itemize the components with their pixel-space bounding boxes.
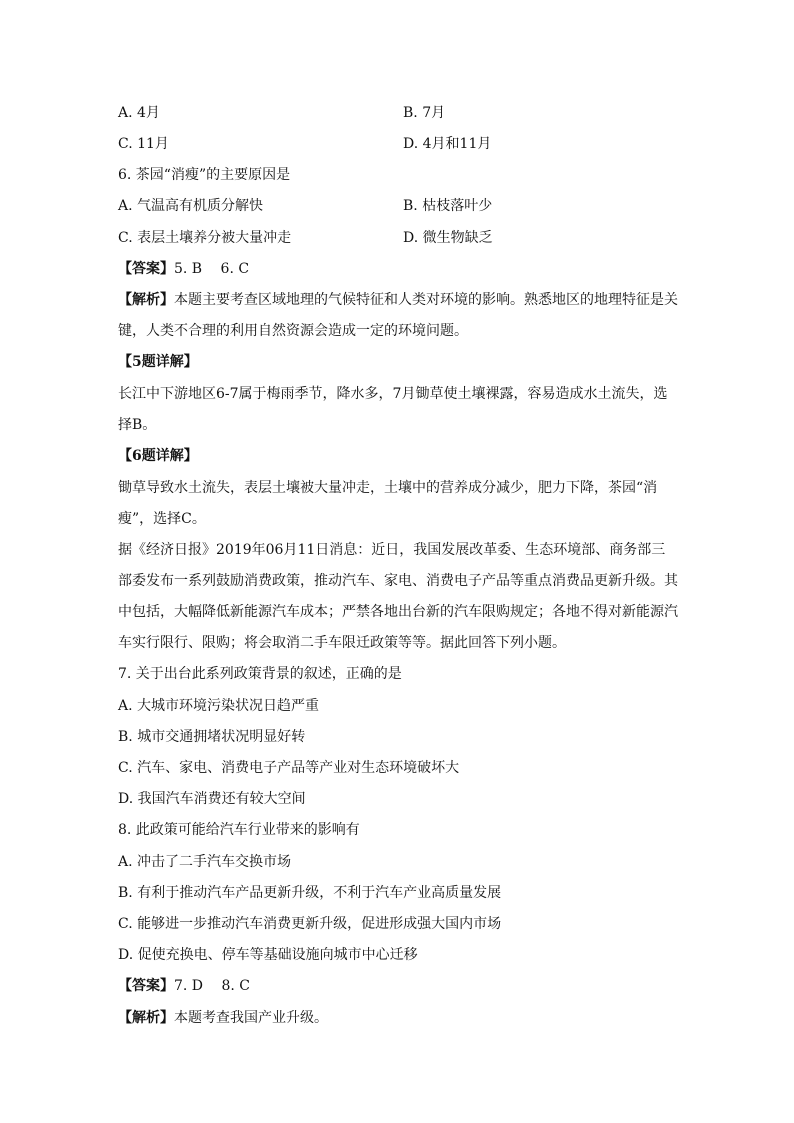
q5-option-a: A. 4月 xyxy=(118,105,160,121)
detail-6-heading: 【6题详解】 xyxy=(118,448,198,464)
detail-5-heading: 【5题详解】 xyxy=(118,354,198,370)
answer-text: 7. D 8. C xyxy=(174,978,251,994)
q6-option-b: B. 枯枝落叶少 xyxy=(403,198,493,214)
analysis-block-1 xyxy=(118,285,678,347)
q5-options-row-1 xyxy=(118,103,678,123)
q6-stem: 6. 茶园“消瘦”的主要原因是 xyxy=(118,167,291,183)
analysis-block-2 xyxy=(118,1008,678,1028)
detail-5-text: 长江中下游地区6-7属于梅雨季节，降水多，7月锄草使土壤裸露，容易造成水土流失，选择B。 xyxy=(118,386,668,433)
analysis-text: 本题考查我国产业升级。 xyxy=(174,1010,328,1026)
q6-option-a: A. 气温高有机质分解快 xyxy=(118,198,264,214)
detail-6-text: 锄草导致水土流失，表层土壤被大量冲走，土壤中的营养成分减少，肥力下降，茶园“消瘦”，选择C。 xyxy=(118,480,658,527)
q8-option-c: C. 能够进一步推动汽车消费更新升级，促进形成强大国内市场 xyxy=(118,916,502,932)
q6-option-d: D. 微生物缺乏 xyxy=(403,230,493,246)
answer-block-1 xyxy=(118,259,678,279)
reading-passage: 据《经济日报》2019年06月11日消息：近日，我国发展改革委、生态环境部、商务部三部委发布一系列鼓励消费政策，推动汽车、家电、消费电子产品等重点消费品更新升级。其中包括，大幅降低新能源汽车成本；严禁各地出台新的汽车限购规定；各地不得对新能源汽车实行限行、限购；将会取消二手车限迁政策等等。据此回答下列小题。 xyxy=(118,542,678,651)
analysis-label: 【解析】 xyxy=(118,1010,174,1026)
q6-options-row-2 xyxy=(118,228,678,248)
q7-option-d: D. 我国汽车消费还有较大空间 xyxy=(118,791,306,807)
q6-options-row-1 xyxy=(118,196,678,216)
q5-option-c: C. 11月 xyxy=(118,136,169,152)
q5-option-d: D. 4月和11月 xyxy=(403,136,492,152)
analysis-text: 本题主要考查区域地理的气候特征和人类对环境的影响。熟悉地区的地理特征是关键，人类不合理的利用自然资源会造成一定的环境问题。 xyxy=(118,292,678,339)
answer-label: 【答案】 xyxy=(118,261,174,277)
q8-option-a: A. 冲击了二手汽车交换市场 xyxy=(118,854,292,870)
q8-stem: 8. 此政策可能给汽车行业带来的影响有 xyxy=(118,822,360,838)
q7-stem: 7. 关于出台此系列政策背景的叙述，正确的是 xyxy=(118,666,402,682)
q8-option-b: B. 有利于推动汽车产品更新升级，不利于汽车产业高质量发展 xyxy=(118,885,502,901)
q5-options-row-2 xyxy=(118,134,678,154)
q8-option-d: D. 促使充换电、停车等基础设施向城市中心迁移 xyxy=(118,947,418,963)
answer-text: 5. B 6. C xyxy=(174,261,250,277)
q7-option-b: B. 城市交通拥堵状况明显好转 xyxy=(118,729,306,745)
q7-option-c: C. 汽车、家电、消费电子产品等产业对生态环境破坏大 xyxy=(118,760,460,776)
q5-option-b: B. 7月 xyxy=(403,105,446,121)
answer-label: 【答案】 xyxy=(118,978,174,994)
q7-option-a: A. 大城市环境污染状况日趋严重 xyxy=(118,698,320,714)
q6-option-c: C. 表层土壤养分被大量冲走 xyxy=(118,230,292,246)
analysis-label: 【解析】 xyxy=(118,292,174,308)
answer-block-2 xyxy=(118,976,678,996)
